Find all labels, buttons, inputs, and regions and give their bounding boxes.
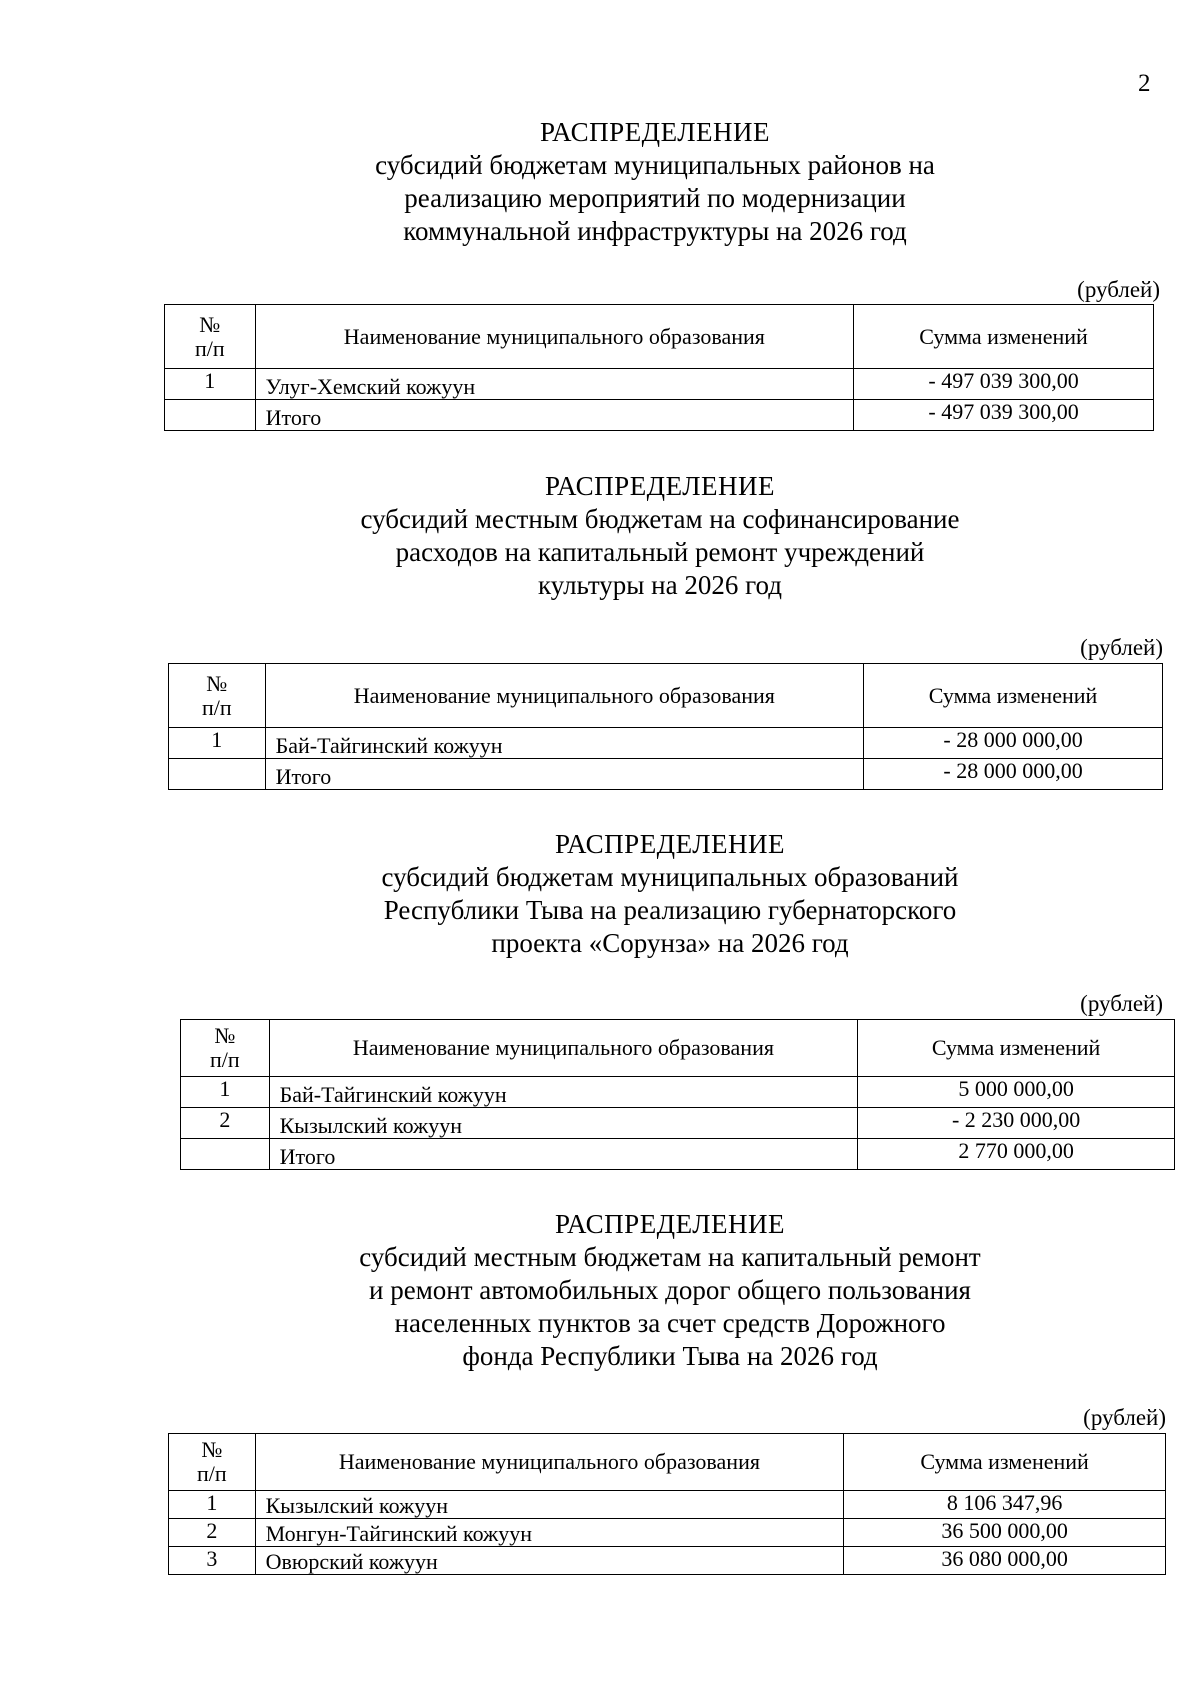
column-header-amount: Сумма изменений: [844, 1434, 1166, 1491]
section-2: [150, 470, 1170, 602]
row-amount: - 28 000 000,00: [864, 759, 1163, 790]
section-heading: [160, 828, 1180, 960]
row-amount: 5 000 000,00: [858, 1077, 1175, 1108]
section-title: РАСПРЕДЕЛЕНИЕ: [554, 829, 786, 859]
row-name: Итого: [265, 759, 864, 790]
page-number: 2: [1138, 70, 1151, 97]
section-subtitle-line: субсидий местным бюджетам на капитальный ремонт: [359, 1242, 981, 1272]
section-title: РАСПРЕДЕЛЕНИЕ: [544, 471, 776, 501]
row-name: Итого: [269, 1139, 858, 1170]
section-heading: [150, 116, 1160, 248]
unit-label: (рублей): [1080, 635, 1163, 660]
unit-label: (рублей): [1080, 991, 1163, 1016]
table-wrap-2: [168, 663, 1163, 790]
row-number: [165, 400, 256, 431]
row-amount: - 497 039 300,00: [854, 369, 1154, 400]
column-header-amount: Сумма изменений: [858, 1020, 1175, 1077]
distribution-table: [164, 304, 1154, 431]
column-header-name: Наименование муниципального образования: [265, 664, 864, 728]
section-heading: [150, 470, 1170, 602]
section-subtitle-line: реализацию мероприятий по модернизации: [404, 183, 906, 213]
table-wrap-1: [164, 304, 1154, 431]
column-header-text: № п/п: [209, 1023, 240, 1072]
row-amount: - 497 039 300,00: [854, 400, 1154, 431]
row-number: 3: [169, 1547, 256, 1575]
row-number: 2: [169, 1519, 256, 1547]
row-amount: 36 500 000,00: [844, 1519, 1166, 1547]
column-header-name: Наименование муниципального образования: [255, 1434, 844, 1491]
column-header-number: [181, 1020, 270, 1077]
column-header-number: [169, 664, 266, 728]
table-header-row: [165, 305, 1154, 369]
row-name: Итого: [255, 400, 854, 431]
table-row: [169, 728, 1163, 759]
section-subtitle-line: субсидий местным бюджетам на софинансирование: [360, 504, 960, 534]
section-4: [160, 1208, 1180, 1373]
unit-label-2: [150, 636, 1163, 660]
row-amount: 36 080 000,00: [844, 1547, 1166, 1575]
column-header-name: Наименование муниципального образования: [269, 1020, 858, 1077]
table-row-total: [165, 400, 1154, 431]
table-row-total: [169, 759, 1163, 790]
table-header-row: [169, 664, 1163, 728]
section-subtitle-line: культуры на 2026 год: [538, 570, 782, 600]
row-name: Улуг-Хемский кожуун: [255, 369, 854, 400]
row-number: [181, 1139, 270, 1170]
column-header-amount: Сумма изменений: [864, 664, 1163, 728]
section-title: РАСПРЕДЕЛЕНИЕ: [554, 1209, 786, 1239]
unit-label: (рублей): [1077, 277, 1160, 302]
table-row: [181, 1108, 1175, 1139]
unit-label-4: [160, 1406, 1166, 1430]
table-row: [169, 1547, 1166, 1575]
table-row: [165, 369, 1154, 400]
section-subtitle-line: Республики Тыва на реализацию губернаторского: [383, 895, 957, 925]
distribution-table: [168, 1433, 1166, 1575]
column-header-text: № п/п: [201, 670, 232, 720]
unit-label-1: [150, 278, 1160, 302]
row-amount: - 28 000 000,00: [864, 728, 1163, 759]
row-name: Кызылский кожуун: [269, 1108, 858, 1139]
row-name: Бай-Тайгинский кожуун: [265, 728, 864, 759]
column-header-text: № п/п: [196, 1437, 227, 1486]
table-wrap-4: [168, 1433, 1166, 1575]
row-number: 1: [181, 1077, 270, 1108]
table-header-row: [169, 1434, 1166, 1491]
unit-label: (рублей): [1083, 1405, 1166, 1430]
column-header-amount: Сумма изменений: [854, 305, 1154, 369]
section-title: РАСПРЕДЕЛЕНИЕ: [539, 117, 771, 147]
section-3: [160, 828, 1180, 960]
column-header-number: [165, 305, 256, 369]
section-subtitle-line: субсидий бюджетам муниципальных образований: [381, 862, 959, 892]
row-number: [169, 759, 266, 790]
section-subtitle-line: коммунальной инфраструктуры на 2026 год: [403, 216, 907, 246]
table-row: [181, 1077, 1175, 1108]
row-number: 1: [169, 1491, 256, 1519]
column-header-name: Наименование муниципального образования: [255, 305, 854, 369]
row-name: Бай-Тайгинский кожуун: [269, 1077, 858, 1108]
row-number: 2: [181, 1108, 270, 1139]
row-amount: 8 106 347,96: [844, 1491, 1166, 1519]
row-number: 1: [169, 728, 266, 759]
unit-label-3: [160, 992, 1163, 1016]
table-row-total: [181, 1139, 1175, 1170]
table-row: [169, 1519, 1166, 1547]
section-heading: [160, 1208, 1180, 1373]
section-subtitle-line: населенных пунктов за счет средств Дорожного: [394, 1308, 946, 1338]
row-name: Кызылский кожуун: [255, 1491, 844, 1519]
distribution-table: [168, 663, 1163, 790]
row-name: Монгун-Тайгинский кожуун: [255, 1519, 844, 1547]
section-subtitle-line: проекта «Сорунза» на 2026 год: [491, 928, 849, 958]
column-header-text: № п/п: [194, 311, 225, 361]
table-wrap-3: [180, 1019, 1175, 1170]
section-subtitle-line: фонда Республики Тыва на 2026 год: [462, 1341, 878, 1371]
table-header-row: [181, 1020, 1175, 1077]
column-header-number: [169, 1434, 256, 1491]
row-amount: 2 770 000,00: [858, 1139, 1175, 1170]
section-subtitle-line: субсидий бюджетам муниципальных районов на: [375, 150, 935, 180]
section-1: [150, 116, 1160, 248]
section-subtitle-line: расходов на капитальный ремонт учреждений: [395, 537, 925, 567]
section-subtitle-line: и ремонт автомобильных дорог общего пользования: [369, 1275, 971, 1305]
distribution-table: [180, 1019, 1175, 1170]
row-amount: - 2 230 000,00: [858, 1108, 1175, 1139]
table-row: [169, 1491, 1166, 1519]
row-number: 1: [165, 369, 256, 400]
row-name: Овюрский кожуун: [255, 1547, 844, 1575]
